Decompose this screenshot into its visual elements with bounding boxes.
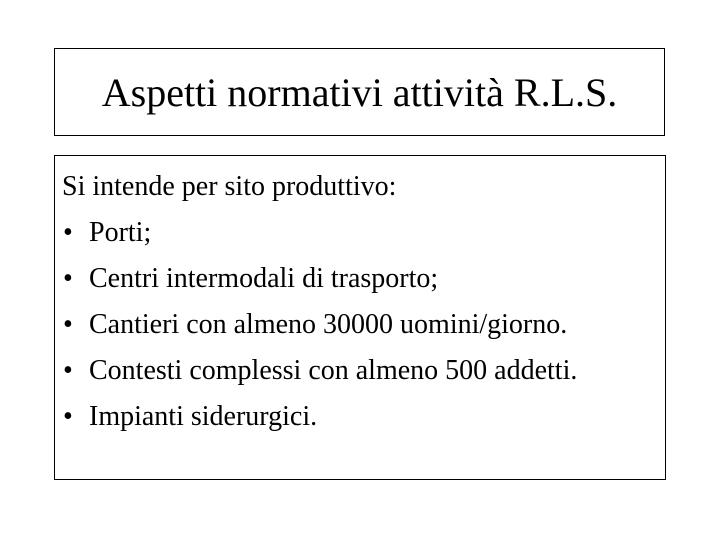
content-box (54, 155, 666, 480)
bullet-icon: • (63, 355, 73, 386)
list-item-text: Contesti complessi con almeno 500 addetti. (89, 355, 578, 386)
list-item (62, 348, 665, 394)
list-item-text: Porti; (89, 217, 152, 248)
bullet-icon: • (63, 309, 73, 340)
list-item-text: Centri intermodali di trasporto; (89, 263, 439, 294)
list-item (62, 210, 665, 256)
title-box (54, 48, 665, 136)
list-item-text: Impianti siderurgici. (89, 401, 318, 432)
list-item-text: Cantieri con almeno 30000 uomini/giorno. (89, 309, 568, 340)
list-item (62, 394, 665, 440)
bullet-icon: • (63, 217, 73, 248)
bullet-list (62, 210, 665, 440)
bullet-icon: • (63, 263, 73, 294)
list-item (62, 302, 665, 348)
intro-text: Si intende per sito produttivo: (62, 171, 397, 202)
slide-title: Aspetti normativi attività R.L.S. (101, 70, 618, 115)
bullet-icon: • (63, 401, 73, 432)
list-item (62, 256, 665, 302)
